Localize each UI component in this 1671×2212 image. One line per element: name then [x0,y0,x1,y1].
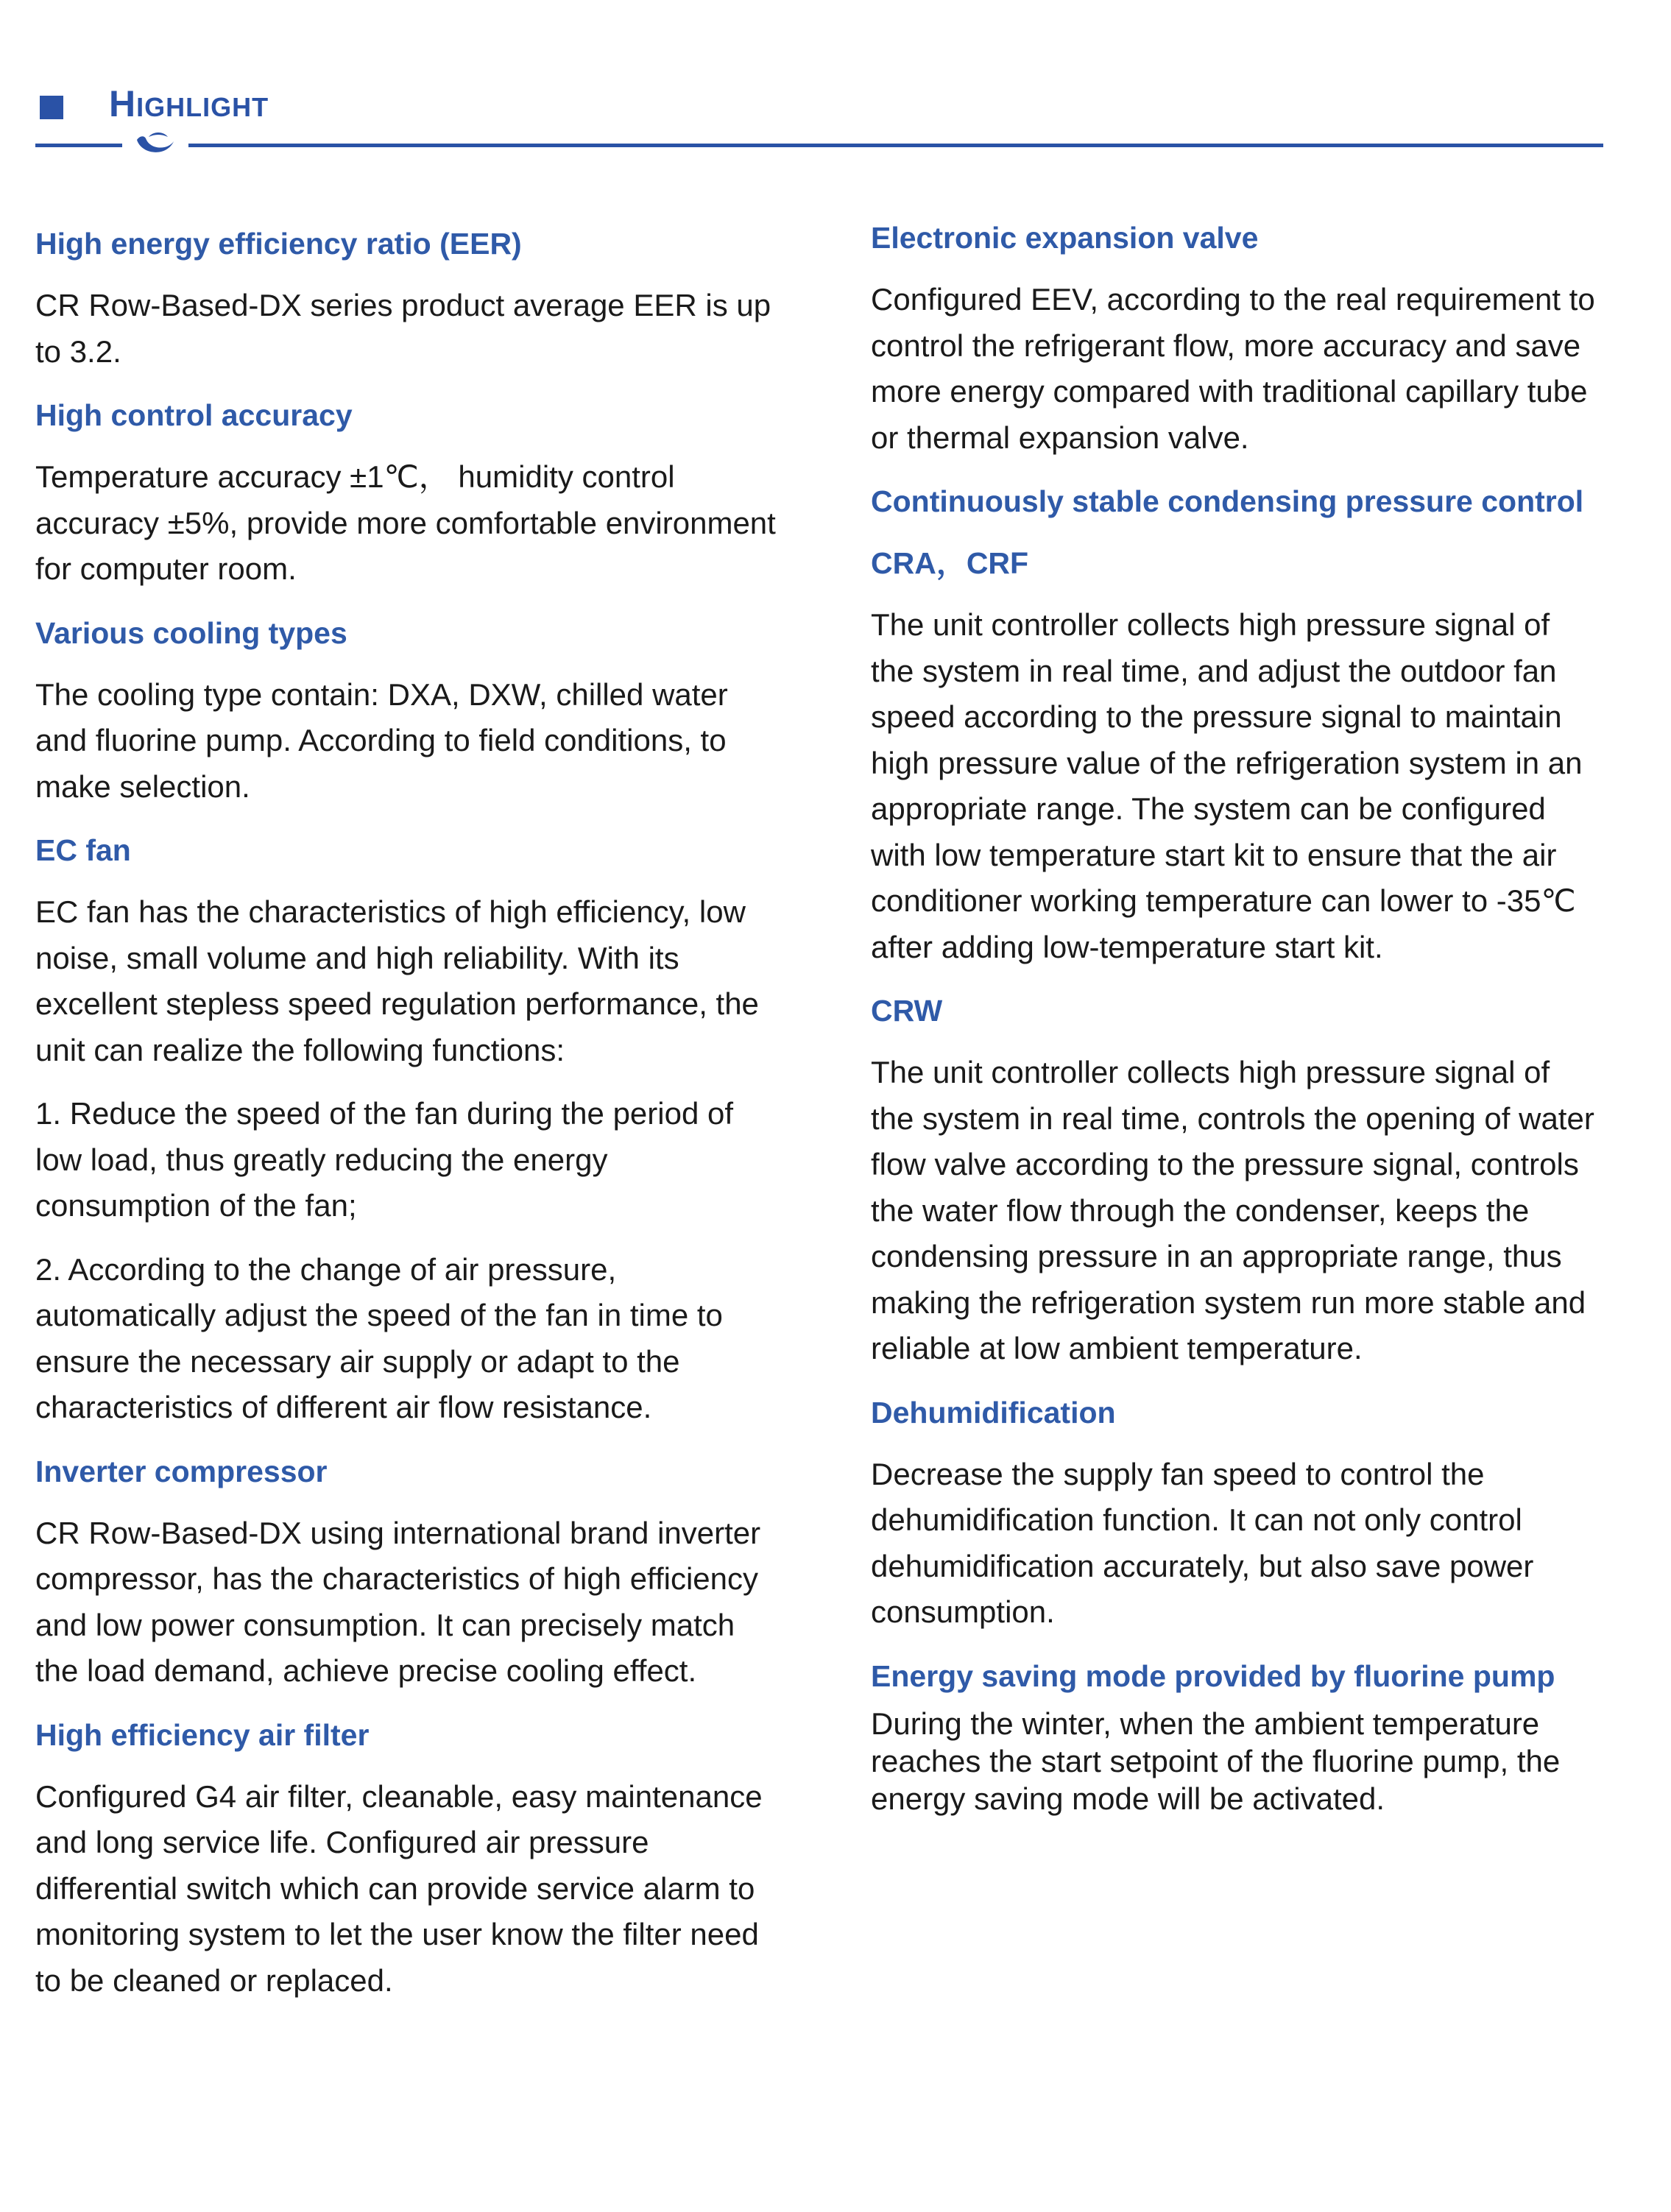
feature-list-item: 1. Reduce the speed of the fan during the period of low load, thus greatly reducing the energy consumption of the fan; [35,1096,734,1223]
feature-crw [871,988,1600,1372]
feature-paragraph: Configured EEV, according to the real requirement to control the refrigerant flow, more accuracy and save more energy compared with traditional capillary tube or thermal expansion valve. [871,282,1595,455]
feature-heading: Continuously stable condensing pressure control [871,484,1584,518]
feature-paragraph: CR Row-Based-DX series product average EER is up to 3.2. [35,288,771,369]
wave-swirl-icon [134,130,177,159]
feature-heading: Electronic expansion valve [871,221,1259,255]
feature-control-accuracy [35,392,779,593]
feature-condensing-pressure [871,478,1600,524]
feature-heading: CRW [871,994,943,1028]
feature-air-filter [35,1712,779,2004]
feature-list-item: 2. According to the change of air pressure, automatically adjust the speed of the fan in time to ensure the necessary air supply or adapt to the characteristics of different air flow resistance. [35,1251,723,1424]
feature-heading: Inverter compressor [35,1454,328,1488]
feature-heading: High energy efficiency ratio (EER) [35,227,522,261]
feature-paragraph: The unit controller collects high pressure signal of the system in real time, controls the opening of water flow valve according to the pressure signal, controls the water flow through the condenser, keeps the condensing pressure in an appropriate range, thus making the refrigeration system run more stable and reliable at low ambient temperature. [871,1055,1594,1365]
feature-eer [35,221,779,375]
feature-paragraph: The cooling type contain: DXA, DXW, chilled water and fluorine pump. According to field conditions, to make selection. [35,676,728,804]
feature-heading: Energy saving mode provided by fluorine pump [871,1658,1555,1693]
feature-cooling-types [35,610,779,810]
section-title-rest: IGHLIGHT [136,92,269,122]
feature-heading: Various cooling types [35,615,347,650]
header-rule-right [188,144,1603,147]
feature-dehumidification [871,1390,1600,1636]
feature-fluorine-pump [871,1653,1600,1817]
feature-heading: EC fan [35,833,131,867]
left-column [35,221,779,2021]
section-title [109,82,269,125]
feature-paragraph: CR Row-Based-DX using international brand inverter compressor, has the characteristics of high efficiency and low power consumption. It can precisely match the load demand, achieve precise cooling effect. [35,1515,761,1688]
feature-paragraph: Decrease the supply fan speed to control the dehumidification function. It can not only control dehumidification accurately, but also save power consumption. [871,1456,1534,1629]
feature-paragraph: EC fan has the characteristics of high efficiency, low noise, small volume and high reliability. With its excellent stepless speed regulation performance, the unit can realize the following functions: [35,894,759,1067]
section-header [35,81,1603,162]
feature-heading: Dehumidification [871,1395,1116,1430]
feature-ec-fan [35,827,779,1431]
feature-paragraph: During the winter, when the ambient temperature reaches the start setpoint of the fluorine pump, the energy saving mode will be activated. [871,1706,1561,1816]
section-title-initial: H [109,83,137,124]
feature-paragraph: Configured G4 air filter, cleanable, easy maintenance and long service life. Configured air pressure differential switch which can provide service alarm to monitoring system to let the user know the filter need to be cleaned or replaced. [35,1778,763,1998]
feature-eev [871,215,1600,461]
square-bullet-icon [40,96,63,119]
feature-paragraph: The unit controller collects high pressure signal of the system in real time, and adjust the outdoor fan speed according to the pressure signal to maintain high pressure value of the refrigeration system in an appropriate range. The system can be configured with low temperature start kit to ensure that the air conditioner working temperature can lower to -35℃ after adding low-temperature start kit. [871,607,1583,964]
feature-heading: High control accuracy [35,398,353,432]
header-rule-left [35,144,122,147]
feature-heading: High efficiency air filter [35,1717,370,1752]
right-column [871,215,1600,1835]
feature-inverter-compressor [35,1449,779,1695]
feature-heading: CRA，CRF [871,546,1029,580]
feature-paragraph: Temperature accuracy ±1℃， humidity control accuracy ±5%, provide more comfortable environment for computer room. [35,459,776,586]
feature-cra-crf [871,540,1600,970]
